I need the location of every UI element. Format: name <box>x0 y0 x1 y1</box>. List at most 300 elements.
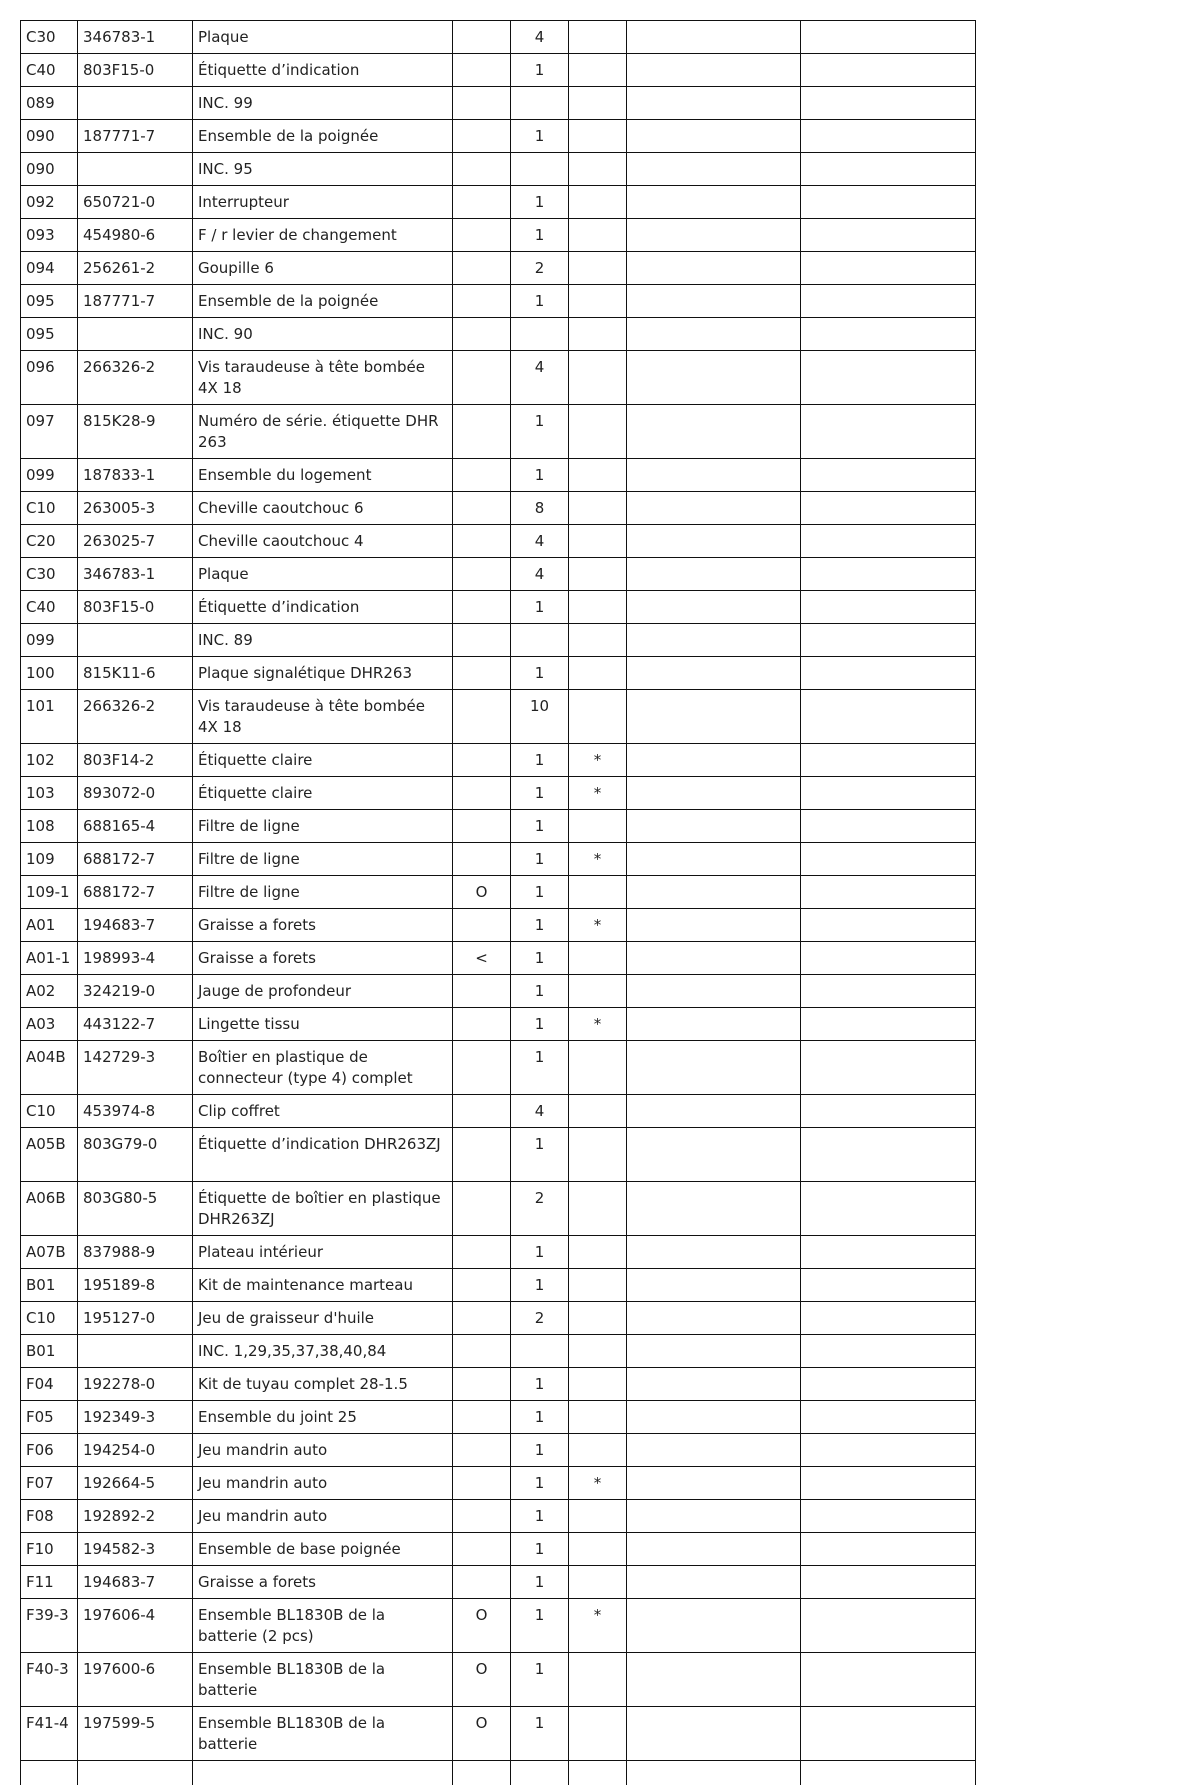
ref-cell: 094 <box>21 252 78 285</box>
part-number-cell: 815K11-6 <box>78 657 193 690</box>
mark-cell <box>569 1566 627 1599</box>
code-cell <box>453 1269 511 1302</box>
empty-cell <box>627 351 801 405</box>
quantity-cell: 1 <box>511 777 569 810</box>
mark-cell <box>569 657 627 690</box>
quantity-cell: 1 <box>511 405 569 459</box>
quantity-cell: 1 <box>511 1500 569 1533</box>
quantity-cell: 4 <box>511 558 569 591</box>
description-cell: Ensemble du logement <box>193 459 453 492</box>
empty-cell <box>627 1095 801 1128</box>
empty-cell <box>627 1467 801 1500</box>
table-row <box>21 1599 976 1653</box>
description-cell: Lingette tissu <box>193 1008 453 1041</box>
part-number-cell: 187833-1 <box>78 459 193 492</box>
part-number-cell <box>78 624 193 657</box>
code-cell <box>453 975 511 1008</box>
mark-cell: * <box>569 1008 627 1041</box>
mark-cell <box>569 624 627 657</box>
part-number-cell: 194683-7 <box>78 909 193 942</box>
empty-cell <box>801 690 976 744</box>
quantity-cell <box>511 318 569 351</box>
empty-cell <box>801 1008 976 1041</box>
code-cell <box>453 54 511 87</box>
ref-cell: 096 <box>21 351 78 405</box>
code-cell <box>453 1500 511 1533</box>
code-cell <box>453 492 511 525</box>
mark-cell <box>569 120 627 153</box>
table-row <box>21 405 976 459</box>
description-cell: Jeu mandrin auto <box>193 1434 453 1467</box>
empty-cell <box>627 975 801 1008</box>
code-cell <box>453 186 511 219</box>
empty-cell <box>627 525 801 558</box>
mark-cell <box>569 1236 627 1269</box>
ref-cell: F10 <box>21 1533 78 1566</box>
empty-cell <box>801 318 976 351</box>
empty-cell <box>801 492 976 525</box>
part-number-cell: 192892-2 <box>78 1500 193 1533</box>
ref-cell: C10 <box>21 1095 78 1128</box>
empty-cell <box>801 1182 976 1236</box>
empty-cell <box>193 1761 453 1785</box>
quantity-cell: 1 <box>511 120 569 153</box>
part-number-cell: 453974-8 <box>78 1095 193 1128</box>
empty-cell <box>801 942 976 975</box>
description-cell: Vis taraudeuse à tête bombée 4X 18 <box>193 690 453 744</box>
empty-cell <box>801 843 976 876</box>
mark-cell <box>569 492 627 525</box>
empty-cell <box>801 1761 976 1785</box>
empty-cell <box>801 1599 976 1653</box>
empty-cell <box>801 777 976 810</box>
empty-cell <box>627 219 801 252</box>
table-row <box>21 21 976 54</box>
mark-cell <box>569 975 627 1008</box>
empty-cell <box>627 624 801 657</box>
part-number-cell: 192664-5 <box>78 1467 193 1500</box>
code-cell <box>453 1401 511 1434</box>
empty-cell <box>801 1500 976 1533</box>
empty-cell <box>801 657 976 690</box>
table-row <box>21 1008 976 1041</box>
empty-cell <box>801 1302 976 1335</box>
code-cell <box>453 1095 511 1128</box>
quantity-cell: 1 <box>511 1653 569 1707</box>
table-row <box>21 252 976 285</box>
code-cell <box>453 1008 511 1041</box>
code-cell <box>453 87 511 120</box>
description-cell: Jauge de profondeur <box>193 975 453 1008</box>
empty-cell <box>627 1269 801 1302</box>
mark-cell <box>569 54 627 87</box>
quantity-cell <box>511 1335 569 1368</box>
part-number-cell: 187771-7 <box>78 285 193 318</box>
empty-cell <box>627 1401 801 1434</box>
part-number-cell: 346783-1 <box>78 558 193 591</box>
ref-cell: 108 <box>21 810 78 843</box>
ref-cell: 099 <box>21 624 78 657</box>
description-cell: Filtre de ligne <box>193 876 453 909</box>
ref-cell: F07 <box>21 1467 78 1500</box>
mark-cell <box>569 1653 627 1707</box>
mark-cell: * <box>569 909 627 942</box>
part-number-cell: 346783-1 <box>78 21 193 54</box>
code-cell <box>453 525 511 558</box>
empty-cell <box>627 186 801 219</box>
description-cell: Ensemble BL1830B de la batterie (2 pcs) <box>193 1599 453 1653</box>
code-cell <box>453 1368 511 1401</box>
description-cell: Étiquette claire <box>193 777 453 810</box>
code-cell: O <box>453 876 511 909</box>
description-cell: Ensemble du joint 25 <box>193 1401 453 1434</box>
part-number-cell: 688172-7 <box>78 876 193 909</box>
code-cell: O <box>453 1599 511 1653</box>
description-cell: Kit de maintenance marteau <box>193 1269 453 1302</box>
description-cell: Étiquette claire <box>193 744 453 777</box>
quantity-cell: 1 <box>511 1434 569 1467</box>
part-number-cell <box>78 153 193 186</box>
part-number-cell <box>78 1335 193 1368</box>
part-number-cell: 197599-5 <box>78 1707 193 1761</box>
table-row <box>21 591 976 624</box>
ref-cell: A05B <box>21 1128 78 1182</box>
ref-cell: 090 <box>21 120 78 153</box>
mark-cell <box>569 1128 627 1182</box>
quantity-cell: 1 <box>511 744 569 777</box>
empty-cell <box>801 1707 976 1761</box>
mark-cell: * <box>569 777 627 810</box>
table-row <box>21 1095 976 1128</box>
table-row <box>21 1368 976 1401</box>
empty-cell <box>801 1533 976 1566</box>
description-cell: Kit de tuyau complet 28-1.5 <box>193 1368 453 1401</box>
empty-cell <box>801 153 976 186</box>
empty-cell <box>801 252 976 285</box>
description-cell: INC. 1,29,35,37,38,40,84 <box>193 1335 453 1368</box>
ref-cell: A02 <box>21 975 78 1008</box>
empty-cell <box>627 285 801 318</box>
table-row <box>21 744 976 777</box>
part-number-cell: 256261-2 <box>78 252 193 285</box>
empty-cell <box>801 744 976 777</box>
empty-cell <box>627 54 801 87</box>
part-number-cell <box>78 87 193 120</box>
empty-cell <box>627 492 801 525</box>
ref-cell: F06 <box>21 1434 78 1467</box>
mark-cell <box>569 285 627 318</box>
empty-cell <box>801 975 976 1008</box>
quantity-cell: 1 <box>511 1008 569 1041</box>
empty-cell <box>627 558 801 591</box>
code-cell <box>453 1128 511 1182</box>
table-row <box>21 87 976 120</box>
ref-cell: A01 <box>21 909 78 942</box>
part-number-cell: 688172-7 <box>78 843 193 876</box>
empty-cell <box>801 219 976 252</box>
part-number-cell: 803G79-0 <box>78 1128 193 1182</box>
quantity-cell <box>511 87 569 120</box>
ref-cell: 102 <box>21 744 78 777</box>
description-cell: Plateau intérieur <box>193 1236 453 1269</box>
part-number-cell: 650721-0 <box>78 186 193 219</box>
mark-cell <box>569 252 627 285</box>
empty-cell <box>78 1761 193 1785</box>
quantity-cell: 4 <box>511 351 569 405</box>
empty-cell <box>627 318 801 351</box>
part-number-cell: 803F15-0 <box>78 591 193 624</box>
empty-cell <box>801 186 976 219</box>
mark-cell <box>569 558 627 591</box>
empty-cell <box>627 942 801 975</box>
description-cell: Filtre de ligne <box>193 810 453 843</box>
table-row <box>21 624 976 657</box>
empty-cell <box>627 21 801 54</box>
ref-cell: C40 <box>21 54 78 87</box>
description-cell: Étiquette d’indication DHR263ZJ <box>193 1128 453 1182</box>
empty-cell <box>627 405 801 459</box>
empty-cell <box>801 120 976 153</box>
table-row <box>21 810 976 843</box>
empty-cell <box>801 87 976 120</box>
quantity-cell: 1 <box>511 1128 569 1182</box>
quantity-cell: 1 <box>511 1236 569 1269</box>
code-cell <box>453 285 511 318</box>
quantity-cell: 1 <box>511 1041 569 1095</box>
empty-cell <box>627 1041 801 1095</box>
code-cell <box>453 810 511 843</box>
ref-cell: C40 <box>21 591 78 624</box>
parts-table <box>20 20 976 1785</box>
quantity-cell: 1 <box>511 909 569 942</box>
quantity-cell: 1 <box>511 186 569 219</box>
empty-cell <box>801 1041 976 1095</box>
empty-cell <box>627 252 801 285</box>
table-row <box>21 1653 976 1707</box>
code-cell <box>453 153 511 186</box>
empty-cell <box>627 1707 801 1761</box>
ref-cell: F05 <box>21 1401 78 1434</box>
empty-cell <box>627 153 801 186</box>
empty-cell <box>627 1599 801 1653</box>
table-row <box>21 492 976 525</box>
description-cell: Jeu de graisseur d'huile <box>193 1302 453 1335</box>
code-cell <box>453 657 511 690</box>
description-cell: INC. 89 <box>193 624 453 657</box>
empty-cell <box>801 558 976 591</box>
mark-cell <box>569 1302 627 1335</box>
mark-cell: * <box>569 1599 627 1653</box>
ref-cell: 103 <box>21 777 78 810</box>
empty-cell <box>627 1302 801 1335</box>
description-cell: Ensemble BL1830B de la batterie <box>193 1653 453 1707</box>
code-cell: O <box>453 1707 511 1761</box>
description-cell: Étiquette de boîtier en plastique DHR263ZJ <box>193 1182 453 1236</box>
part-number-cell: 142729-3 <box>78 1041 193 1095</box>
code-cell <box>453 1236 511 1269</box>
quantity-cell: 4 <box>511 525 569 558</box>
description-cell: Graisse a forets <box>193 942 453 975</box>
quantity-cell: 1 <box>511 285 569 318</box>
mark-cell <box>569 1434 627 1467</box>
empty-cell <box>627 1008 801 1041</box>
empty-cell <box>627 1236 801 1269</box>
empty-cell <box>801 876 976 909</box>
ref-cell: C10 <box>21 1302 78 1335</box>
description-cell: Boîtier en plastique de connecteur (type 4) complet <box>193 1041 453 1095</box>
code-cell <box>453 591 511 624</box>
empty-cell <box>801 1335 976 1368</box>
ref-cell: A01-1 <box>21 942 78 975</box>
mark-cell <box>569 1500 627 1533</box>
quantity-cell: 1 <box>511 1269 569 1302</box>
description-cell: Ensemble de base poignée <box>193 1533 453 1566</box>
quantity-cell: 1 <box>511 219 569 252</box>
quantity-cell: 1 <box>511 1467 569 1500</box>
part-number-cell: 454980-6 <box>78 219 193 252</box>
part-number-cell: 192278-0 <box>78 1368 193 1401</box>
table-row <box>21 657 976 690</box>
empty-cell <box>627 1182 801 1236</box>
empty-cell <box>627 810 801 843</box>
code-cell <box>453 459 511 492</box>
part-number-cell: 803G80-5 <box>78 1182 193 1236</box>
part-number-cell: 803F15-0 <box>78 54 193 87</box>
code-cell <box>453 1566 511 1599</box>
table-row <box>21 285 976 318</box>
ref-cell: B01 <box>21 1269 78 1302</box>
ref-cell: C20 <box>21 525 78 558</box>
quantity-cell: 10 <box>511 690 569 744</box>
quantity-cell: 2 <box>511 252 569 285</box>
table-row <box>21 777 976 810</box>
mark-cell <box>569 219 627 252</box>
ref-cell: 109-1 <box>21 876 78 909</box>
ref-cell: 101 <box>21 690 78 744</box>
description-cell: F / r levier de changement <box>193 219 453 252</box>
quantity-cell: 1 <box>511 459 569 492</box>
empty-cell <box>801 591 976 624</box>
code-cell <box>453 1434 511 1467</box>
table-row <box>21 1236 976 1269</box>
quantity-cell: 1 <box>511 1368 569 1401</box>
table-row <box>21 153 976 186</box>
table-row <box>21 186 976 219</box>
part-number-cell: 194683-7 <box>78 1566 193 1599</box>
mark-cell <box>569 1368 627 1401</box>
table-row <box>21 351 976 405</box>
empty-cell <box>801 1095 976 1128</box>
part-number-cell: 195189-8 <box>78 1269 193 1302</box>
empty-cell <box>801 1401 976 1434</box>
code-cell <box>453 624 511 657</box>
empty-cell <box>801 21 976 54</box>
ref-cell: A04B <box>21 1041 78 1095</box>
empty-cell <box>801 351 976 405</box>
empty-cell <box>453 1761 511 1785</box>
part-number-cell: 815K28-9 <box>78 405 193 459</box>
empty-cell <box>801 459 976 492</box>
description-cell: Étiquette d’indication <box>193 54 453 87</box>
part-number-cell <box>78 318 193 351</box>
description-cell: INC. 95 <box>193 153 453 186</box>
empty-cell <box>627 1566 801 1599</box>
table-row <box>21 1335 976 1368</box>
mark-cell <box>569 351 627 405</box>
mark-cell <box>569 525 627 558</box>
empty-cell <box>627 1128 801 1182</box>
ref-cell: B01 <box>21 1335 78 1368</box>
quantity-cell: 1 <box>511 1707 569 1761</box>
ref-cell: 109 <box>21 843 78 876</box>
code-cell <box>453 1041 511 1095</box>
description-cell: Filtre de ligne <box>193 843 453 876</box>
ref-cell: 092 <box>21 186 78 219</box>
ref-cell: A07B <box>21 1236 78 1269</box>
mark-cell: * <box>569 744 627 777</box>
empty-cell <box>627 690 801 744</box>
ref-cell: 095 <box>21 318 78 351</box>
mark-cell <box>569 186 627 219</box>
table-row <box>21 1401 976 1434</box>
table-row <box>21 1041 976 1095</box>
empty-cell <box>627 657 801 690</box>
quantity-cell: 4 <box>511 21 569 54</box>
code-cell <box>453 21 511 54</box>
quantity-cell: 1 <box>511 591 569 624</box>
quantity-cell: 1 <box>511 657 569 690</box>
mark-cell <box>569 318 627 351</box>
table-row <box>21 1707 976 1761</box>
code-cell <box>453 318 511 351</box>
part-number-cell: 197600-6 <box>78 1653 193 1707</box>
empty-cell <box>21 1761 78 1785</box>
ref-cell: F40-3 <box>21 1653 78 1707</box>
table-row <box>21 558 976 591</box>
mark-cell <box>569 1335 627 1368</box>
mark-cell: * <box>569 1467 627 1500</box>
ref-cell: 090 <box>21 153 78 186</box>
code-cell <box>453 1302 511 1335</box>
ref-cell: F11 <box>21 1566 78 1599</box>
description-cell: Interrupteur <box>193 186 453 219</box>
empty-cell <box>627 1500 801 1533</box>
code-cell <box>453 777 511 810</box>
quantity-cell: 1 <box>511 942 569 975</box>
quantity-cell: 1 <box>511 975 569 1008</box>
mark-cell <box>569 1533 627 1566</box>
empty-cell <box>627 1368 801 1401</box>
description-cell: Ensemble de la poignée <box>193 120 453 153</box>
mark-cell <box>569 21 627 54</box>
empty-cell <box>627 120 801 153</box>
code-cell <box>453 252 511 285</box>
table-row <box>21 1533 976 1566</box>
empty-cell <box>511 1761 569 1785</box>
empty-cell <box>801 1128 976 1182</box>
description-cell: Jeu mandrin auto <box>193 1500 453 1533</box>
empty-cell <box>801 525 976 558</box>
table-row <box>21 525 976 558</box>
table-row <box>21 1500 976 1533</box>
table-row <box>21 1302 976 1335</box>
part-number-cell: 194254-0 <box>78 1434 193 1467</box>
quantity-cell <box>511 153 569 186</box>
description-cell: Plaque signalétique DHR263 <box>193 657 453 690</box>
description-cell: Plaque <box>193 21 453 54</box>
code-cell: O <box>453 1653 511 1707</box>
empty-cell <box>801 1269 976 1302</box>
